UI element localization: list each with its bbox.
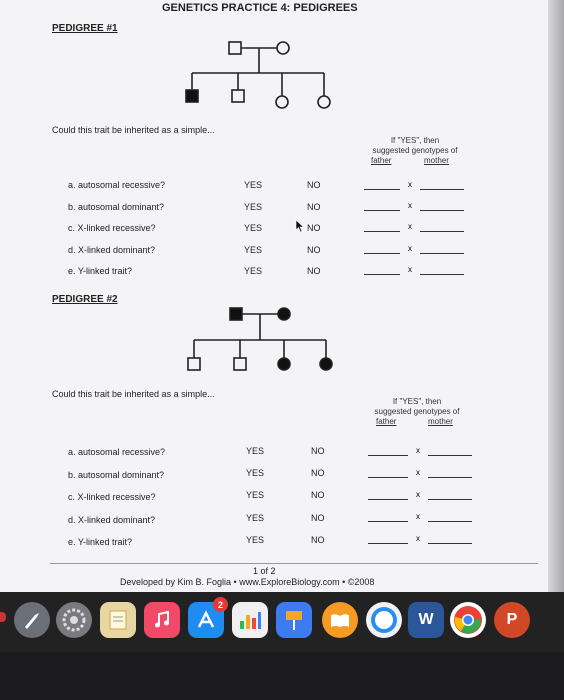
p1-mother-line-d[interactable] [420, 253, 464, 254]
p1-father-line-a[interactable] [364, 189, 400, 190]
p2-question-b: b. autosomal dominant? [68, 470, 165, 480]
p2-no-a[interactable]: NO [311, 446, 325, 456]
powerpoint-glyph: P [506, 611, 518, 628]
note-line-1: If "YES", then [392, 397, 442, 406]
p2-question-c: c. X-linked recessive? [68, 492, 156, 502]
app-store-icon[interactable] [188, 599, 224, 638]
p2-yes-a[interactable]: YES [246, 446, 265, 456]
note-line-2: suggested genotypes of [374, 407, 460, 416]
desktop-background [0, 652, 564, 700]
p2-father-affected-square [230, 308, 242, 320]
p1-question-d: d. X-linked dominant? [68, 245, 156, 255]
word-glyph: W [418, 611, 434, 628]
p1-yes-a[interactable]: YES [244, 180, 263, 190]
pedigree-2-note [362, 397, 472, 427]
powerpoint-icon[interactable] [494, 602, 530, 638]
safari-icon[interactable] [366, 602, 402, 638]
p2-no-b[interactable]: NO [311, 468, 325, 478]
p1-no-d[interactable]: NO [307, 245, 321, 255]
p2-mother-line-d[interactable] [428, 521, 472, 522]
pedigree-1-note [360, 136, 470, 166]
p2-no-d[interactable]: NO [311, 513, 325, 523]
footer-rule [50, 563, 538, 564]
p2-father-line-e[interactable] [368, 543, 408, 544]
p1-question-a: a. autosomal recessive? [68, 180, 166, 190]
mother-label: mother [424, 156, 449, 165]
p1-father-line-d[interactable] [364, 253, 400, 254]
p2-x-d: x [416, 512, 420, 521]
launchpad-icon[interactable] [14, 602, 50, 638]
p2-x-e: x [416, 534, 420, 543]
p1-yes-d[interactable]: YES [244, 245, 263, 255]
p1-no-e[interactable]: NO [307, 266, 321, 276]
music-icon[interactable] [144, 602, 180, 638]
p2-yes-d[interactable]: YES [246, 513, 265, 523]
p1-yes-e[interactable]: YES [244, 266, 263, 276]
page-title: GENETICS PRACTICE 4: PEDIGREES [162, 2, 358, 14]
p1-child4-circle [318, 96, 330, 108]
p2-no-c[interactable]: NO [311, 490, 325, 500]
p1-father-square [229, 42, 241, 54]
p1-x-d: x [408, 244, 412, 253]
p1-father-line-c[interactable] [364, 231, 400, 232]
pedigree-2-prompt: Could this trait be inherited as a simple... [52, 389, 215, 399]
keynote-icon[interactable] [276, 602, 312, 638]
pedigree-1-chart [180, 38, 340, 110]
p2-child4-affected-circle [320, 358, 332, 370]
p2-father-line-c[interactable] [368, 499, 408, 500]
p1-no-b[interactable]: NO [307, 202, 321, 212]
pedigree-1-prompt: Could this trait be inherited as a simple... [52, 125, 215, 135]
p2-yes-e[interactable]: YES [246, 535, 265, 545]
p2-no-e[interactable]: NO [311, 535, 325, 545]
p2-father-line-a[interactable] [368, 455, 408, 456]
p1-question-e: e. Y-linked trait? [68, 266, 133, 276]
p1-question-b: b. autosomal dominant? [68, 202, 165, 212]
pedigree-1-heading: PEDIGREE #1 [52, 23, 118, 34]
numbers-icon[interactable] [232, 602, 268, 638]
p1-no-c[interactable]: NO [307, 223, 321, 233]
p1-father-line-b[interactable] [364, 210, 400, 211]
p2-mother-line-c[interactable] [428, 499, 472, 500]
p1-father-line-e[interactable] [364, 274, 400, 275]
p1-mother-line-e[interactable] [420, 274, 464, 275]
p1-child3-circle [276, 96, 288, 108]
mouse-cursor-icon [296, 220, 304, 232]
p2-x-c: x [416, 490, 420, 499]
p2-child3-affected-circle [278, 358, 290, 370]
pedigree-2-chart [180, 302, 340, 374]
p2-father-line-b[interactable] [368, 477, 408, 478]
p2-x-a: x [416, 446, 420, 455]
books-icon[interactable] [322, 602, 358, 638]
p2-yes-b[interactable]: YES [246, 468, 265, 478]
p1-yes-b[interactable]: YES [244, 202, 263, 212]
p2-x-b: x [416, 468, 420, 477]
system-preferences-icon[interactable] [56, 602, 92, 638]
p2-question-d: d. X-linked dominant? [68, 515, 156, 525]
father-label: father [371, 156, 392, 165]
p1-child1-affected-square [186, 90, 198, 102]
p1-x-b: x [408, 201, 412, 210]
p1-mother-line-b[interactable] [420, 210, 464, 211]
p1-mother-line-c[interactable] [420, 231, 464, 232]
p2-child1-square [188, 358, 200, 370]
app-store-badge: 2 [213, 597, 228, 612]
p1-x-c: x [408, 222, 412, 231]
p1-no-a[interactable]: NO [307, 180, 321, 190]
p1-mother-circle [277, 42, 289, 54]
p2-mother-line-a[interactable] [428, 455, 472, 456]
note-line-2: suggested genotypes of [372, 146, 458, 155]
p1-mother-line-a[interactable] [420, 189, 464, 190]
dock [0, 592, 564, 652]
chrome-icon[interactable] [450, 602, 486, 638]
footer-credit: Developed by Kim B. Foglia • www.ExploreBiology.com • ©2008 [120, 577, 375, 587]
p1-x-e: x [408, 265, 412, 274]
pedigree-2-heading: PEDIGREE #2 [52, 294, 118, 305]
p2-yes-c[interactable]: YES [246, 490, 265, 500]
p1-question-c: c. X-linked recessive? [68, 223, 156, 233]
word-icon[interactable] [408, 602, 444, 638]
p2-mother-line-b[interactable] [428, 477, 472, 478]
p2-question-e: e. Y-linked trait? [68, 537, 133, 547]
dock-edge-marker [0, 612, 6, 622]
note-line-1: If "YES", then [390, 136, 440, 145]
p2-mother-affected-circle [278, 308, 290, 320]
p2-mother-line-e[interactable] [428, 543, 472, 544]
mother-label: mother [428, 417, 453, 426]
p1-yes-c[interactable]: YES [244, 223, 263, 233]
window-edge [548, 0, 564, 592]
notes-icon[interactable] [100, 602, 136, 638]
p1-child2-square [232, 90, 244, 102]
p2-question-a: a. autosomal recessive? [68, 447, 166, 457]
father-label: father [376, 417, 397, 426]
p1-x-a: x [408, 180, 412, 189]
p2-father-line-d[interactable] [368, 521, 408, 522]
page-number: 1 of 2 [253, 566, 276, 576]
p2-child2-square [234, 358, 246, 370]
